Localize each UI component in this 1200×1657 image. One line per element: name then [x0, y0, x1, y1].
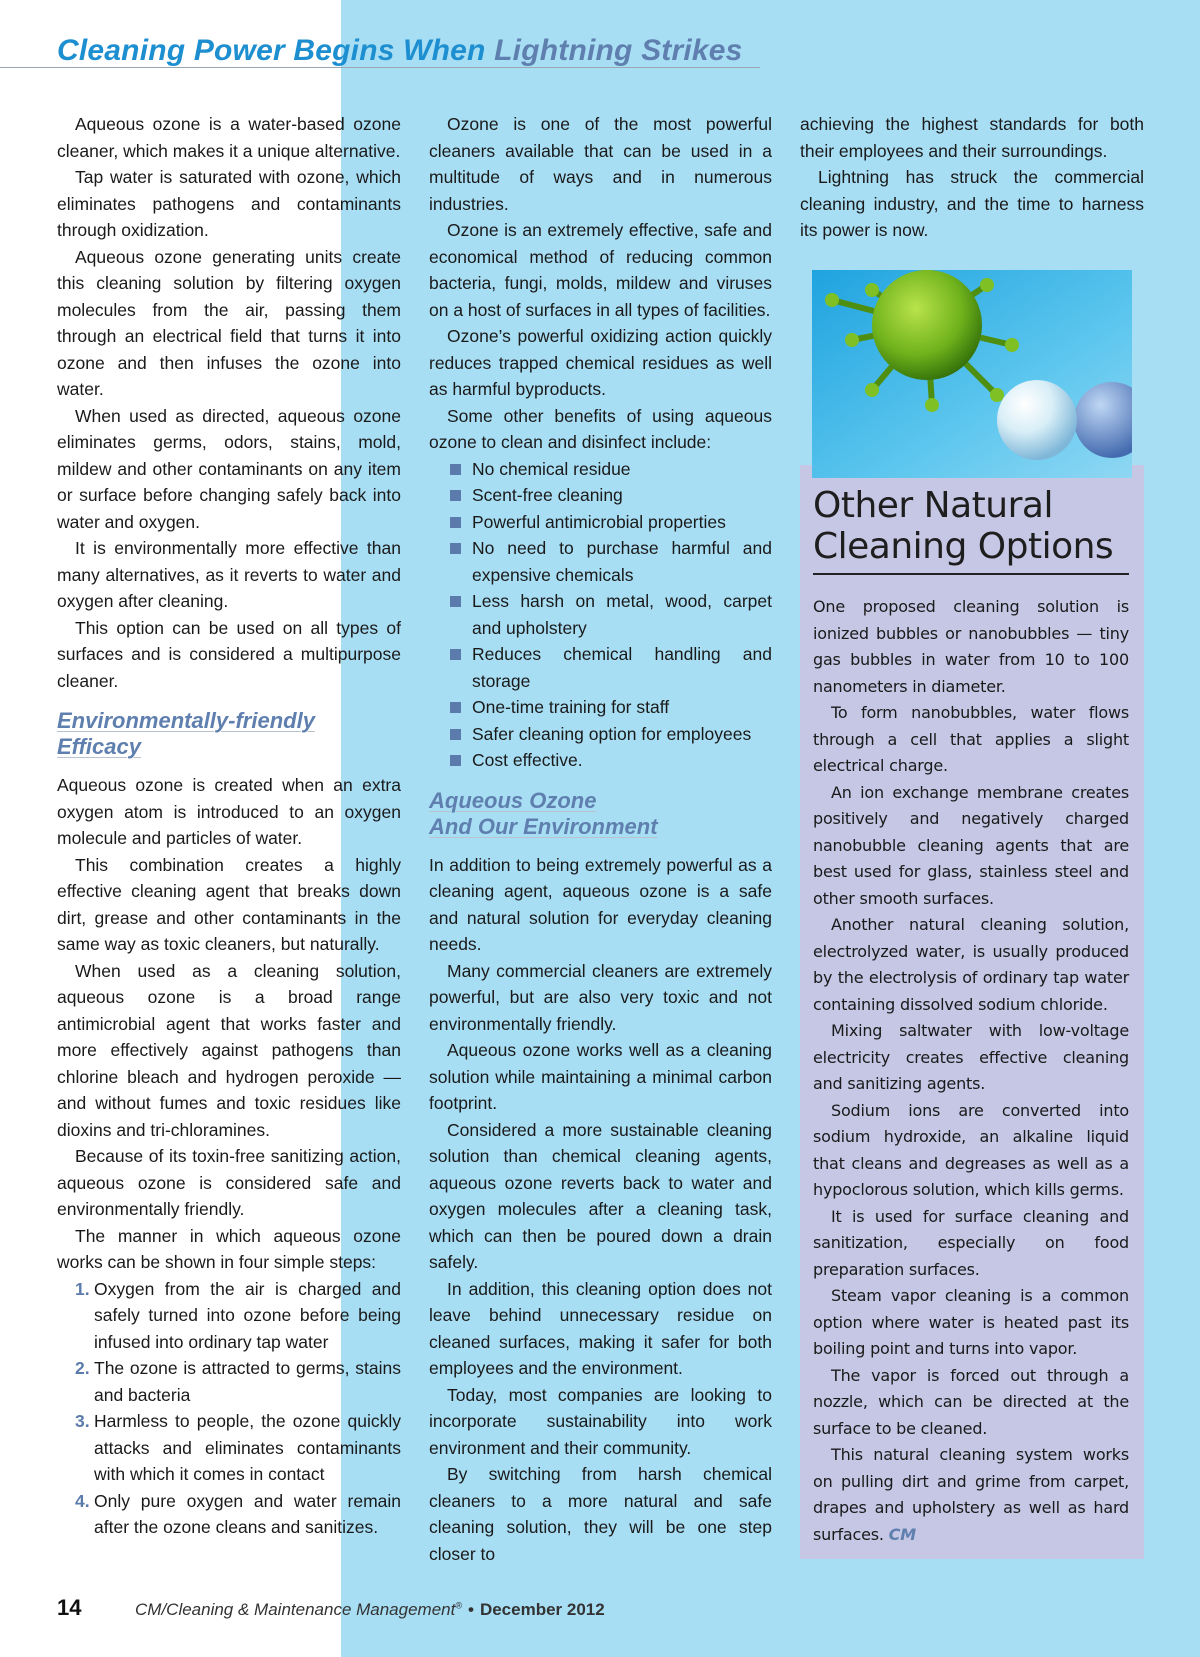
registered-mark: ®	[455, 1600, 462, 1611]
column-2	[429, 111, 772, 1567]
paragraph: Today, most companies are looking to incorporate sustainability into work environment and their community.	[429, 1384, 772, 1458]
benefit-item	[429, 535, 772, 588]
subheading-line: Aqueous Ozone	[429, 787, 597, 813]
publication-name	[135, 1600, 462, 1619]
step-number: 1.	[75, 1278, 90, 1299]
title-part2: Lightning Strikes	[494, 34, 743, 67]
paragraph: One proposed cleaning solution is ionized bubbles or nanobubbles — tiny gas bubbles in water from 10 to 100 nanometers in diameter.	[813, 597, 1129, 696]
step-item	[57, 1355, 401, 1408]
virus-photo	[812, 270, 1132, 478]
benefit-text: One-time training for staff	[472, 697, 670, 717]
benefit-item	[429, 456, 772, 483]
paragraph: By switching from harsh chemical cleaners to a more natural and safe cleaning solution, they will be one step closer to	[429, 1464, 772, 1564]
subheading-line: And Our Environment	[429, 813, 658, 839]
step-item	[57, 1488, 401, 1541]
virus-illustration	[812, 270, 1132, 478]
bullet-square-icon	[450, 755, 461, 766]
paragraph: Another natural cleaning solution, electrolyzed water, is usually produced by the electrolysis of ordinary tap water containing dissolved sodium chloride.	[813, 915, 1129, 1014]
benefit-text: Safer cleaning option for employees	[472, 723, 752, 744]
step-item	[57, 1276, 401, 1356]
bullet-square-icon	[450, 702, 461, 713]
paragraph: The manner in which aqueous ozone works can be shown in four simple steps:	[57, 1225, 401, 1272]
paragraph: Mixing saltwater with low-voltage electricity creates effective cleaning and sanitizing agents.	[813, 1021, 1129, 1093]
step-text: Oxygen from the air is charged and safely turned into ozone before being infused into ordinary tap water	[94, 1278, 401, 1352]
bullet-square-icon	[450, 729, 461, 740]
step-number: 2.	[75, 1358, 90, 1378]
subheading-line: Efficacy	[57, 734, 141, 759]
footer-separator: •	[467, 1600, 474, 1619]
step-text: The ozone is attracted to germs, stains and bacteria	[94, 1358, 401, 1405]
paragraph: Many commercial cleaners are extremely powerful, but are also very toxic and not environmentally friendly.	[429, 960, 772, 1034]
bullet-square-icon	[450, 464, 461, 475]
bullet-square-icon	[450, 596, 461, 607]
subheading-aqueous-ozone	[429, 788, 772, 840]
bullet-square-icon	[450, 517, 461, 528]
benefit-item	[429, 641, 772, 694]
sidebar-title-rule	[813, 573, 1129, 575]
page-footer	[57, 1595, 605, 1621]
benefit-text: Powerful antimicrobial properties	[472, 511, 726, 532]
paragraph-last	[813, 1442, 1129, 1548]
step-text: Harmless to people, the ozone quickly attacks and eliminates contaminants with which it comes in contact	[94, 1411, 401, 1484]
steps-list	[57, 1276, 401, 1541]
paragraph: Because of its toxin-free sanitizing action, aqueous ozone is considered safe and environmentally friendly.	[57, 1146, 401, 1219]
benefit-item	[429, 721, 772, 748]
title-part1: Cleaning Power Begins When	[57, 34, 486, 67]
sidebar-title-line: Cleaning Options	[813, 526, 1114, 567]
sidebar-title	[813, 485, 1129, 567]
cm-signature: CM	[888, 1524, 916, 1544]
paragraph: This option can be used on all types of surfaces and is considered a multipurpose cleaner.	[57, 617, 401, 691]
subheading-environmentally-friendly	[57, 708, 401, 760]
bullet-square-icon	[450, 490, 461, 501]
paragraph: Some other benefits of using aqueous ozone to clean and disinfect include:	[429, 405, 772, 452]
benefits-list	[429, 456, 772, 774]
paragraph: Lightning has struck the commercial cleaning industry, and the time to harness its power is now.	[800, 167, 1144, 240]
benefit-item	[429, 694, 772, 721]
paragraph: achieving the highest standards for both their employees and their surroundings.	[800, 114, 1144, 161]
paragraph: It is environmentally more effective than many alternatives, as it reverts to water and oxygen after cleaning.	[57, 538, 401, 611]
paragraph: This combination creates a highly effective cleaning agent that breaks down dirt, grease and other contaminants in the same way as toxic cleaners, but naturally.	[57, 854, 401, 954]
paragraph-text: This natural cleaning system works on pulling dirt and grime from carpet, drapes and upholstery as well as hard surfaces.	[813, 1445, 1129, 1544]
paragraph: Ozone is one of the most powerful cleaners available that can be used in a multitude of ways and in numerous industries.	[429, 114, 772, 214]
issue-date: December 2012	[479, 1600, 605, 1619]
benefit-text: No need to purchase harmful and expensive chemicals	[472, 538, 772, 585]
step-text: Only pure oxygen and water remain after the ozone cleans and sanitizes.	[94, 1490, 401, 1537]
paragraph: When used as directed, aqueous ozone eliminates germs, odors, stains, mold, mildew and other contaminants on any item or surface before changing safely back into water and oxygen.	[57, 405, 401, 532]
bullet-square-icon	[450, 649, 461, 660]
benefit-text: Cost effective.	[472, 750, 583, 770]
paragraph: Aqueous ozone generating units create this cleaning solution by filtering oxygen molecules from the air, passing them through an electrical field that turns it into ozone and then infuses the ozone into water.	[57, 246, 401, 399]
benefit-text: Scent-free cleaning	[472, 485, 623, 505]
paragraph: Aqueous ozone works well as a cleaning solution while maintaining a minimal carbon footprint.	[429, 1040, 772, 1113]
paragraph: Tap water is saturated with ozone, which eliminates pathogens and contaminants through oxidization.	[57, 167, 401, 240]
sidebar-body	[813, 594, 1129, 1548]
paragraph: In addition to being extremely powerful as a cleaning agent, aqueous ozone is a safe and natural solution for everyday cleaning needs.	[429, 854, 772, 954]
article-title	[57, 34, 743, 68]
paragraph: Considered a more sustainable cleaning solution than chemical cleaning agents, aqueous ozone reverts back to water and oxygen molecules after a cleaning task, which can then be poured down a drain safely.	[429, 1119, 772, 1272]
bullet-square-icon	[450, 543, 461, 554]
paragraph: It is used for surface cleaning and sanitization, especially on food preparation surfaces.	[813, 1206, 1129, 1279]
paragraph: When used as a cleaning solution, aqueous ozone is a broad range antimicrobial agent that works faster and more effectively against pathogens than chlorine bleach and hydrogen peroxide — and without fumes and toxic residues like dioxins and tri-chloramines.	[57, 960, 401, 1140]
step-number: 4.	[75, 1490, 90, 1511]
paragraph: Steam vapor cleaning is a common option where water is heated past its boiling point and turns into vapor.	[813, 1286, 1129, 1358]
benefit-text: Reduces chemical handling and storage	[472, 644, 772, 691]
paragraph: An ion exchange membrane creates positively and negatively charged nanobubble cleaning agents that are best used for glass, stainless steel and other smooth surfaces.	[813, 782, 1129, 908]
column-3	[800, 111, 1144, 244]
benefit-text: Less harsh on metal, wood, carpet and upholstery	[472, 591, 772, 638]
paragraph: Aqueous ozone is a water-based ozone cleaner, which makes it a unique alternative.	[57, 114, 401, 161]
step-number: 3.	[75, 1411, 90, 1431]
paragraph: Ozone is an extremely effective, safe and economical method of reducing common bacteria, fungi, molds, mildew and viruses on a host of surfaces in all types of facilities.	[429, 220, 772, 320]
benefit-item	[429, 482, 772, 509]
paragraph: Sodium ions are converted into sodium hydroxide, an alkaline liquid that cleans and degreases as well as a hypoclorous solution, which kills germs.	[813, 1100, 1129, 1199]
paragraph: To form nanobubbles, water flows through a cell that applies a slight electrical charge.	[813, 703, 1129, 775]
column-1	[57, 111, 401, 1541]
benefit-item	[429, 588, 772, 641]
step-item	[57, 1408, 401, 1488]
benefit-text: No chemical residue	[472, 458, 631, 479]
benefit-item	[429, 509, 772, 536]
paragraph: In addition, this cleaning option does not leave behind unnecessary residue on cleaned surfaces, making it safer for both employees and the environment.	[429, 1278, 772, 1378]
paragraph: Ozone’s powerful oxidizing action quickly reduces trapped chemical residues as well as harmful byproducts.	[429, 326, 772, 399]
paragraph: Aqueous ozone is created when an extra oxygen atom is introduced to an oxygen molecule and particles of water.	[57, 775, 401, 848]
publication-text: CM/Cleaning & Maintenance Management	[135, 1600, 456, 1619]
paragraph: The vapor is forced out through a nozzle, which can be directed at the surface to be cleaned.	[813, 1365, 1129, 1438]
benefit-item	[429, 747, 772, 774]
page-number: 14	[57, 1595, 82, 1620]
sidebar-title-line: Other Natural	[813, 485, 1053, 526]
subheading-line: Environmentally-friendly	[57, 708, 315, 733]
